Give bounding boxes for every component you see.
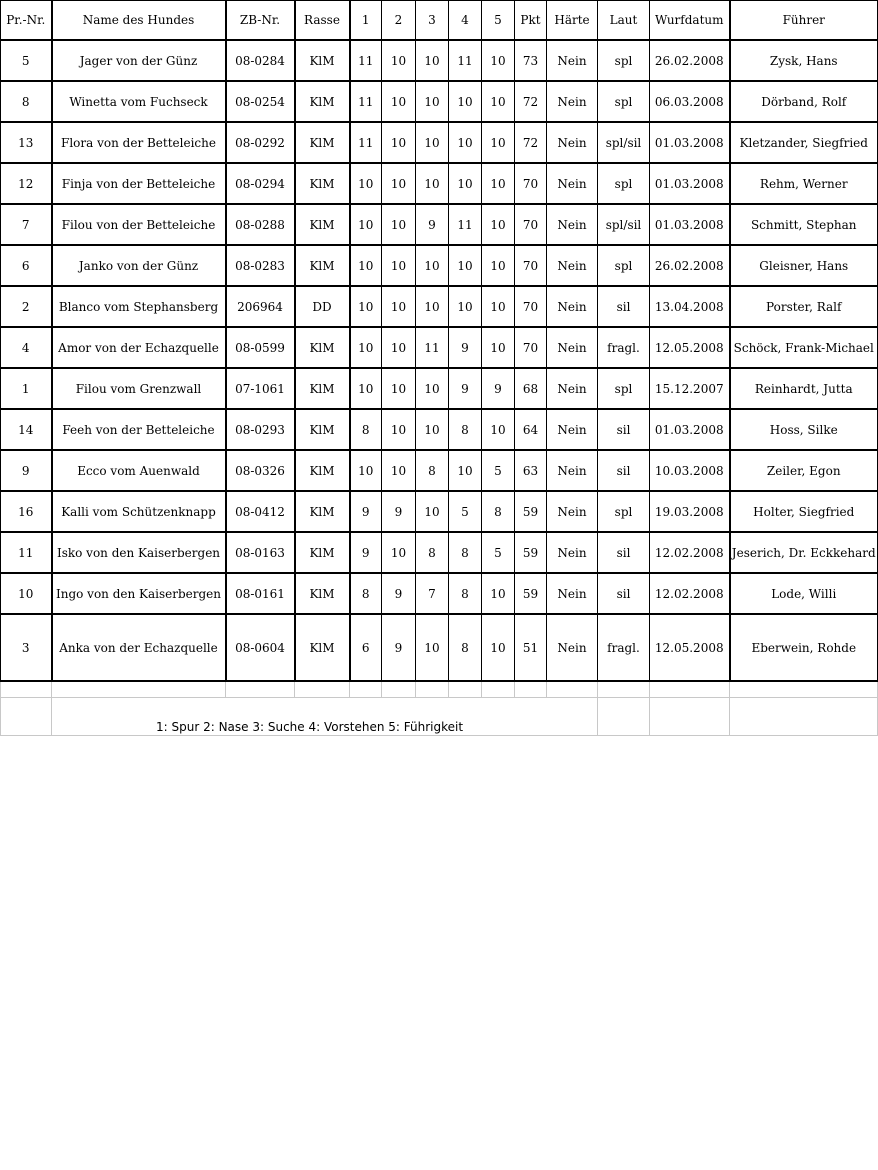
header-row <box>1 1 878 41</box>
cell-score-4: 10 <box>449 245 482 286</box>
cell-score-2: 9 <box>382 614 416 681</box>
cell-pr-nr: 5 <box>1 40 52 81</box>
cell-laut: spl <box>598 163 650 204</box>
table-row <box>1 614 878 681</box>
cell-name: Ecco vom Auenwald <box>52 450 226 491</box>
cell-haerte: Nein <box>547 327 598 368</box>
cell-score-2: 10 <box>382 40 416 81</box>
cell-fuehrer: Kletzander, Siegfried <box>730 122 878 163</box>
cell-pkt: 59 <box>515 532 547 573</box>
cell-score-5: 10 <box>482 573 515 614</box>
cell-haerte: Nein <box>547 122 598 163</box>
cell-rasse: KlM <box>295 532 350 573</box>
cell-score-1: 9 <box>350 491 382 532</box>
table-row <box>1 245 878 286</box>
spacer-row <box>1 681 878 698</box>
cell-laut: spl/sil <box>598 204 650 245</box>
cell-rasse: KlM <box>295 245 350 286</box>
cell-rasse: KlM <box>295 573 350 614</box>
legend-row <box>1 698 878 736</box>
cell-score-1: 10 <box>350 163 382 204</box>
cell-wurfdatum: 01.03.2008 <box>650 409 730 450</box>
cell-fuehrer: Zeiler, Egon <box>730 450 878 491</box>
cell-fuehrer: Porster, Ralf <box>730 286 878 327</box>
cell-wurfdatum: 01.03.2008 <box>650 122 730 163</box>
cell-score-2: 10 <box>382 532 416 573</box>
cell-fuehrer: Reinhardt, Jutta <box>730 368 878 409</box>
cell-pkt: 72 <box>515 81 547 122</box>
cell-pr-nr: 11 <box>1 532 52 573</box>
cell-score-5: 10 <box>482 614 515 681</box>
cell-pr-nr: 12 <box>1 163 52 204</box>
cell-pkt: 72 <box>515 122 547 163</box>
cell-score-4: 10 <box>449 122 482 163</box>
cell-fuehrer: Schöck, Frank-Michael <box>730 327 878 368</box>
table-row <box>1 327 878 368</box>
header-score-4: 4 <box>449 1 482 41</box>
cell-rasse: KlM <box>295 204 350 245</box>
cell-laut: spl <box>598 81 650 122</box>
header-laut: Laut <box>598 1 650 41</box>
cell-pkt: 64 <box>515 409 547 450</box>
cell-zb-nr: 206964 <box>226 286 295 327</box>
cell-score-1: 8 <box>350 573 382 614</box>
cell-score-5: 10 <box>482 204 515 245</box>
cell-name: Feeh von der Betteleiche <box>52 409 226 450</box>
cell-score-2: 10 <box>382 368 416 409</box>
cell-fuehrer: Schmitt, Stephan <box>730 204 878 245</box>
cell-wurfdatum: 15.12.2007 <box>650 368 730 409</box>
cell-laut: spl <box>598 491 650 532</box>
cell-name: Isko von den Kaiserbergen <box>52 532 226 573</box>
table-row <box>1 491 878 532</box>
cell-rasse: KlM <box>295 163 350 204</box>
cell-haerte: Nein <box>547 81 598 122</box>
cell-name: Anka von der Echazquelle <box>52 614 226 681</box>
cell-score-5: 9 <box>482 368 515 409</box>
cell-haerte: Nein <box>547 450 598 491</box>
cell-score-4: 8 <box>449 532 482 573</box>
cell-score-3: 10 <box>416 614 449 681</box>
cell-pkt: 70 <box>515 245 547 286</box>
cell-laut: sil <box>598 532 650 573</box>
cell-score-1: 11 <box>350 40 382 81</box>
cell-pr-nr: 3 <box>1 614 52 681</box>
cell-wurfdatum: 06.03.2008 <box>650 81 730 122</box>
cell-score-3: 7 <box>416 573 449 614</box>
cell-fuehrer: Lode, Willi <box>730 573 878 614</box>
cell-fuehrer: Jeserich, Dr. Eckkehard <box>730 532 878 573</box>
cell-wurfdatum: 12.02.2008 <box>650 573 730 614</box>
cell-pr-nr: 13 <box>1 122 52 163</box>
table-row <box>1 204 878 245</box>
cell-pkt: 59 <box>515 491 547 532</box>
cell-score-4: 11 <box>449 204 482 245</box>
cell-fuehrer: Rehm, Werner <box>730 163 878 204</box>
cell-name: Winetta vom Fuchseck <box>52 81 226 122</box>
cell-haerte: Nein <box>547 409 598 450</box>
cell-wurfdatum: 13.04.2008 <box>650 286 730 327</box>
cell-pr-nr: 9 <box>1 450 52 491</box>
cell-score-1: 11 <box>350 122 382 163</box>
cell-zb-nr: 08-0284 <box>226 40 295 81</box>
table-row <box>1 122 878 163</box>
cell-score-1: 11 <box>350 81 382 122</box>
cell-score-3: 10 <box>416 409 449 450</box>
header-fuehrer: Führer <box>730 1 878 41</box>
cell-laut: sil <box>598 409 650 450</box>
cell-laut: spl <box>598 40 650 81</box>
cell-score-5: 10 <box>482 40 515 81</box>
cell-score-1: 10 <box>350 245 382 286</box>
cell-pkt: 51 <box>515 614 547 681</box>
cell-zb-nr: 08-0283 <box>226 245 295 286</box>
cell-zb-nr: 08-0604 <box>226 614 295 681</box>
cell-wurfdatum: 12.05.2008 <box>650 614 730 681</box>
table-row <box>1 40 878 81</box>
legend-text: 1: Spur 2: Nase 3: Suche 4: Vorstehen 5: Führigkeit <box>52 698 598 736</box>
cell-pr-nr: 2 <box>1 286 52 327</box>
cell-pr-nr: 1 <box>1 368 52 409</box>
cell-score-3: 8 <box>416 450 449 491</box>
cell-score-2: 9 <box>382 491 416 532</box>
cell-score-1: 10 <box>350 327 382 368</box>
cell-name: Blanco vom Stephansberg <box>52 286 226 327</box>
cell-pkt: 70 <box>515 204 547 245</box>
header-score-5: 5 <box>482 1 515 41</box>
cell-pkt: 73 <box>515 40 547 81</box>
cell-score-4: 5 <box>449 491 482 532</box>
header-name: Name des Hundes <box>52 1 226 41</box>
table-row <box>1 409 878 450</box>
cell-rasse: KlM <box>295 122 350 163</box>
cell-laut: spl/sil <box>598 122 650 163</box>
cell-score-2: 10 <box>382 286 416 327</box>
cell-score-5: 5 <box>482 450 515 491</box>
cell-score-3: 10 <box>416 40 449 81</box>
cell-score-4: 10 <box>449 286 482 327</box>
cell-score-5: 10 <box>482 286 515 327</box>
table-row <box>1 450 878 491</box>
cell-name: Kalli vom Schützenknapp <box>52 491 226 532</box>
cell-score-4: 10 <box>449 163 482 204</box>
header-rasse: Rasse <box>295 1 350 41</box>
header-score-1: 1 <box>350 1 382 41</box>
cell-score-4: 8 <box>449 573 482 614</box>
cell-pr-nr: 16 <box>1 491 52 532</box>
cell-wurfdatum: 01.03.2008 <box>650 204 730 245</box>
cell-laut: fragl. <box>598 327 650 368</box>
cell-score-2: 10 <box>382 245 416 286</box>
cell-fuehrer: Dörband, Rolf <box>730 81 878 122</box>
cell-pr-nr: 6 <box>1 245 52 286</box>
cell-haerte: Nein <box>547 245 598 286</box>
cell-score-5: 10 <box>482 245 515 286</box>
cell-score-4: 9 <box>449 368 482 409</box>
cell-name: Finja von der Betteleiche <box>52 163 226 204</box>
cell-score-4: 10 <box>449 450 482 491</box>
cell-score-5: 5 <box>482 532 515 573</box>
cell-score-5: 10 <box>482 81 515 122</box>
cell-fuehrer: Hoss, Silke <box>730 409 878 450</box>
cell-zb-nr: 08-0293 <box>226 409 295 450</box>
cell-score-3: 10 <box>416 245 449 286</box>
cell-wurfdatum: 19.03.2008 <box>650 491 730 532</box>
cell-zb-nr: 08-0288 <box>226 204 295 245</box>
cell-name: Amor von der Echazquelle <box>52 327 226 368</box>
cell-score-4: 9 <box>449 327 482 368</box>
cell-rasse: KlM <box>295 368 350 409</box>
cell-laut: spl <box>598 368 650 409</box>
cell-score-2: 10 <box>382 122 416 163</box>
cell-wurfdatum: 26.02.2008 <box>650 40 730 81</box>
cell-score-1: 10 <box>350 368 382 409</box>
cell-pr-nr: 14 <box>1 409 52 450</box>
cell-zb-nr: 08-0326 <box>226 450 295 491</box>
cell-score-5: 8 <box>482 491 515 532</box>
cell-score-2: 10 <box>382 204 416 245</box>
cell-score-1: 10 <box>350 204 382 245</box>
cell-score-3: 10 <box>416 286 449 327</box>
cell-fuehrer: Gleisner, Hans <box>730 245 878 286</box>
cell-haerte: Nein <box>547 368 598 409</box>
cell-pkt: 70 <box>515 163 547 204</box>
cell-score-2: 10 <box>382 409 416 450</box>
cell-zb-nr: 08-0161 <box>226 573 295 614</box>
cell-pkt: 63 <box>515 450 547 491</box>
cell-rasse: KlM <box>295 327 350 368</box>
cell-zb-nr: 08-0599 <box>226 327 295 368</box>
cell-laut: sil <box>598 573 650 614</box>
cell-zb-nr: 08-0412 <box>226 491 295 532</box>
cell-haerte: Nein <box>547 573 598 614</box>
cell-wurfdatum: 10.03.2008 <box>650 450 730 491</box>
cell-name: Filou vom Grenzwall <box>52 368 226 409</box>
cell-wurfdatum: 26.02.2008 <box>650 245 730 286</box>
cell-rasse: KlM <box>295 450 350 491</box>
cell-laut: sil <box>598 286 650 327</box>
cell-laut: sil <box>598 450 650 491</box>
cell-rasse: KlM <box>295 40 350 81</box>
cell-pr-nr: 7 <box>1 204 52 245</box>
cell-wurfdatum: 01.03.2008 <box>650 163 730 204</box>
header-haerte: Härte <box>547 1 598 41</box>
cell-name: Ingo von den Kaiserbergen <box>52 573 226 614</box>
cell-zb-nr: 08-0294 <box>226 163 295 204</box>
cell-score-3: 10 <box>416 368 449 409</box>
cell-score-3: 9 <box>416 204 449 245</box>
table-row <box>1 81 878 122</box>
header-score-3: 3 <box>416 1 449 41</box>
cell-zb-nr: 08-0292 <box>226 122 295 163</box>
table-row <box>1 532 878 573</box>
header-wurfdatum: Wurfdatum <box>650 1 730 41</box>
header-zb-nr: ZB-Nr. <box>226 1 295 41</box>
header-pkt: Pkt <box>515 1 547 41</box>
cell-score-5: 10 <box>482 163 515 204</box>
cell-pr-nr: 10 <box>1 573 52 614</box>
cell-score-5: 10 <box>482 409 515 450</box>
table-row <box>1 368 878 409</box>
header-pr-nr: Pr.-Nr. <box>1 1 52 41</box>
cell-score-1: 10 <box>350 450 382 491</box>
cell-fuehrer: Holter, Siegfried <box>730 491 878 532</box>
cell-wurfdatum: 12.02.2008 <box>650 532 730 573</box>
cell-zb-nr: 07-1061 <box>226 368 295 409</box>
cell-score-3: 8 <box>416 532 449 573</box>
cell-score-1: 8 <box>350 409 382 450</box>
cell-haerte: Nein <box>547 40 598 81</box>
cell-score-4: 11 <box>449 40 482 81</box>
cell-score-3: 10 <box>416 491 449 532</box>
cell-score-5: 10 <box>482 122 515 163</box>
cell-pkt: 70 <box>515 286 547 327</box>
cell-score-1: 9 <box>350 532 382 573</box>
cell-score-3: 10 <box>416 163 449 204</box>
cell-pr-nr: 4 <box>1 327 52 368</box>
cell-score-2: 9 <box>382 573 416 614</box>
cell-score-4: 8 <box>449 409 482 450</box>
cell-score-2: 10 <box>382 81 416 122</box>
cell-score-2: 10 <box>382 327 416 368</box>
cell-score-1: 10 <box>350 286 382 327</box>
table-row <box>1 286 878 327</box>
cell-rasse: KlM <box>295 81 350 122</box>
cell-score-4: 10 <box>449 81 482 122</box>
cell-haerte: Nein <box>547 286 598 327</box>
cell-haerte: Nein <box>547 532 598 573</box>
cell-laut: spl <box>598 245 650 286</box>
cell-wurfdatum: 12.05.2008 <box>650 327 730 368</box>
table-row <box>1 163 878 204</box>
cell-name: Janko von der Günz <box>52 245 226 286</box>
cell-zb-nr: 08-0163 <box>226 532 295 573</box>
cell-pkt: 70 <box>515 327 547 368</box>
cell-laut: fragl. <box>598 614 650 681</box>
cell-haerte: Nein <box>547 614 598 681</box>
cell-fuehrer: Zysk, Hans <box>730 40 878 81</box>
cell-fuehrer: Eberwein, Rohde <box>730 614 878 681</box>
cell-score-3: 10 <box>416 81 449 122</box>
cell-name: Flora von der Betteleiche <box>52 122 226 163</box>
cell-haerte: Nein <box>547 163 598 204</box>
cell-zb-nr: 08-0254 <box>226 81 295 122</box>
cell-haerte: Nein <box>547 204 598 245</box>
cell-rasse: KlM <box>295 409 350 450</box>
cell-name: Jager von der Günz <box>52 40 226 81</box>
cell-haerte: Nein <box>547 491 598 532</box>
cell-score-2: 10 <box>382 450 416 491</box>
cell-pkt: 68 <box>515 368 547 409</box>
table-row <box>1 573 878 614</box>
cell-pkt: 59 <box>515 573 547 614</box>
cell-pr-nr: 8 <box>1 81 52 122</box>
cell-score-5: 10 <box>482 327 515 368</box>
cell-score-1: 6 <box>350 614 382 681</box>
cell-rasse: KlM <box>295 614 350 681</box>
header-score-2: 2 <box>382 1 416 41</box>
cell-score-4: 8 <box>449 614 482 681</box>
cell-rasse: KlM <box>295 491 350 532</box>
cell-score-3: 10 <box>416 122 449 163</box>
cell-rasse: DD <box>295 286 350 327</box>
cell-name: Filou von der Betteleiche <box>52 204 226 245</box>
cell-score-3: 11 <box>416 327 449 368</box>
cell-score-2: 10 <box>382 163 416 204</box>
